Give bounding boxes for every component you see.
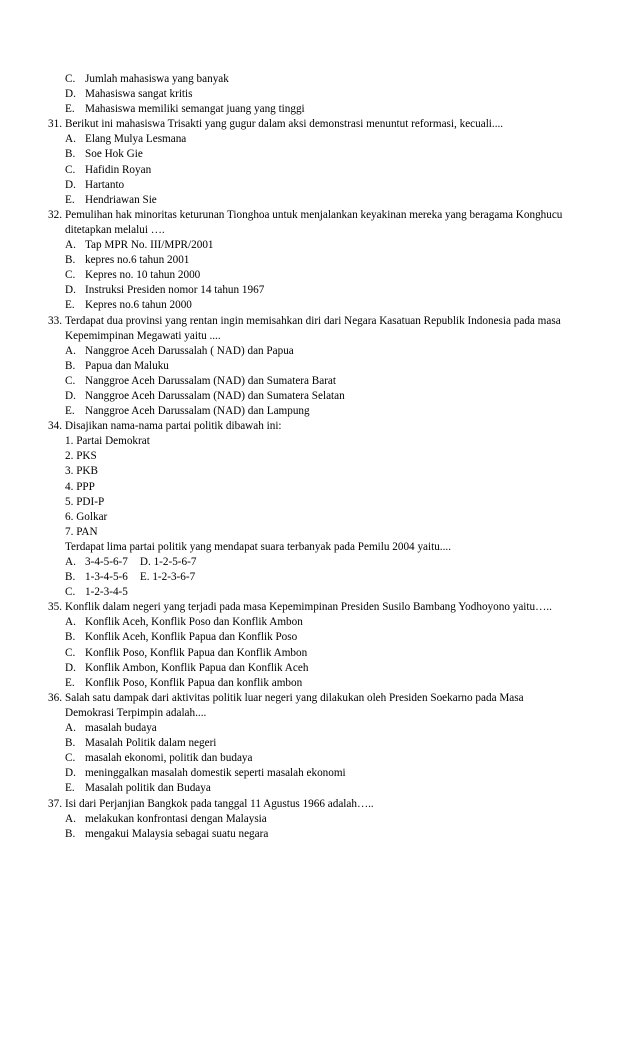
question-36: 36. Salah satu dampak dari aktivitas politik luar negeri yang dilakukan oleh Presiden Soekarno pada Masa (48, 691, 524, 704)
option-e: E. Konflik Poso, Konflik Papua dan konflik ambon (65, 676, 303, 689)
option-c: C. Kepres no. 10 tahun 2000 (65, 269, 201, 282)
question-36-continuation: Demokrasi Terpimpin adalah.... (65, 706, 207, 719)
party-list-item: 1. Partai Demokrat (65, 435, 150, 448)
option-c: C. Konflik Poso, Konflik Papua dan Konflik Ambon (65, 646, 308, 659)
option-a: A. Elang Mulya Lesmana (65, 133, 187, 146)
option-d: D. Instruksi Presiden nomor 14 tahun 1967 (65, 284, 265, 297)
option-row-b-e: B. 1-3-4-5-6 E. 1-2-3-6-7 (65, 571, 196, 584)
option-e: E. Nanggroe Aceh Darussalam (NAD) dan Lampung (65, 405, 310, 418)
party-list-item: 5. PDI-P (65, 495, 105, 508)
option-a: A. Konflik Aceh, Konflik Poso dan Konflik Ambon (65, 616, 303, 629)
question-32-continuation: ditetapkan melalui …. (65, 223, 165, 236)
option-e: E. Mahasiswa memiliki semangat juang yang tinggi (65, 103, 305, 116)
option-e: E. Kepres no.6 tahun 2000 (65, 299, 192, 312)
option-a: A. masalah budaya (65, 722, 157, 735)
option-row-a-d: A. 3-4-5-6-7 D. 1-2-5-6-7 (65, 556, 197, 568)
question-31: 31. Berikut ini mahasiswa Trisakti yang gugur dalam aksi demonstrasi menuntut reformasi, kecuali.... (48, 118, 504, 131)
option-a: A. Tap MPR No. III/MPR/2001 (65, 239, 214, 252)
option-d: D. Hartanto (65, 178, 125, 191)
option-e: E. Masalah politik dan Budaya (65, 782, 211, 795)
party-list-item: 6. Golkar (65, 510, 108, 523)
question-33-continuation: Kepemimpinan Megawati yaitu .... (65, 329, 221, 342)
option-d: D. Mahasiswa sangat kritis (65, 88, 193, 101)
option-c: C. masalah ekonomi, politik dan budaya (65, 752, 253, 765)
option-c: C. Nanggroe Aceh Darussalam (NAD) dan Sumatera Barat (65, 374, 337, 387)
question-37: 37. Isi dari Perjanjian Bangkok pada tanggal 11 Agustus 1966 adalah….. (48, 797, 374, 810)
option-c: C. 1-2-3-4-5 (65, 586, 128, 599)
option-a: A. Nanggroe Aceh Darussalah ( NAD) dan Papua (65, 344, 294, 357)
option-c: C. Jumlah mahasiswa yang banyak (65, 73, 229, 85)
question-35: 35. Konflik dalam negeri yang terjadi pada masa Kepemimpinan Presiden Susilo Bambang Yodhoyono yaitu….. (48, 601, 552, 614)
question-32: 32. Pemulihan hak minoritas keturunan Tionghoa untuk menjalankan keyakinan mereka yang beragama Konghucu (48, 208, 563, 221)
question-33: 33. Terdapat dua provinsi yang rentan ingin memisahkan diri dari Negara Kasatuan Republik Indonesia pada masa (48, 314, 561, 327)
option-b: B. mengakui Malaysia sebagai suatu negara (65, 827, 269, 840)
option-d: D. meninggalkan masalah domestik seperti masalah ekonomi (65, 767, 346, 780)
option-d: D. Konflik Ambon, Konflik Papua dan Konflik Aceh (65, 661, 309, 674)
party-list-item: 7. PAN (65, 525, 98, 538)
option-e: E. Hendriawan Sie (65, 193, 157, 206)
option-b: B. Soe Hok Gie (65, 148, 143, 161)
party-list-item: 4. PPP (65, 480, 95, 493)
option-d: D. Nanggroe Aceh Darussalam (NAD) dan Sumatera Selatan (65, 389, 345, 402)
party-list-item: 3. PKB (65, 465, 98, 478)
option-a: A. melakukan konfrontasi dengan Malaysia (65, 812, 267, 825)
exam-page (0, 72, 638, 842)
option-b: B. kepres no.6 tahun 2001 (65, 254, 190, 267)
question-34: 34. Disajikan nama-nama partai politik dibawah ini: (48, 420, 282, 433)
option-b: B. Papua dan Maluku (65, 359, 169, 372)
party-list-item: 2. PKS (65, 450, 97, 463)
option-b: B. Konflik Aceh, Konflik Papua dan Konflik Poso (65, 631, 298, 644)
option-b: B. Masalah Politik dalam negeri (65, 737, 217, 750)
question-34-prompt: Terdapat lima partai politik yang mendapat suara terbanyak pada Pemilu 2004 yaitu.... (65, 540, 451, 553)
option-c: C. Hafidin Royan (65, 163, 152, 176)
